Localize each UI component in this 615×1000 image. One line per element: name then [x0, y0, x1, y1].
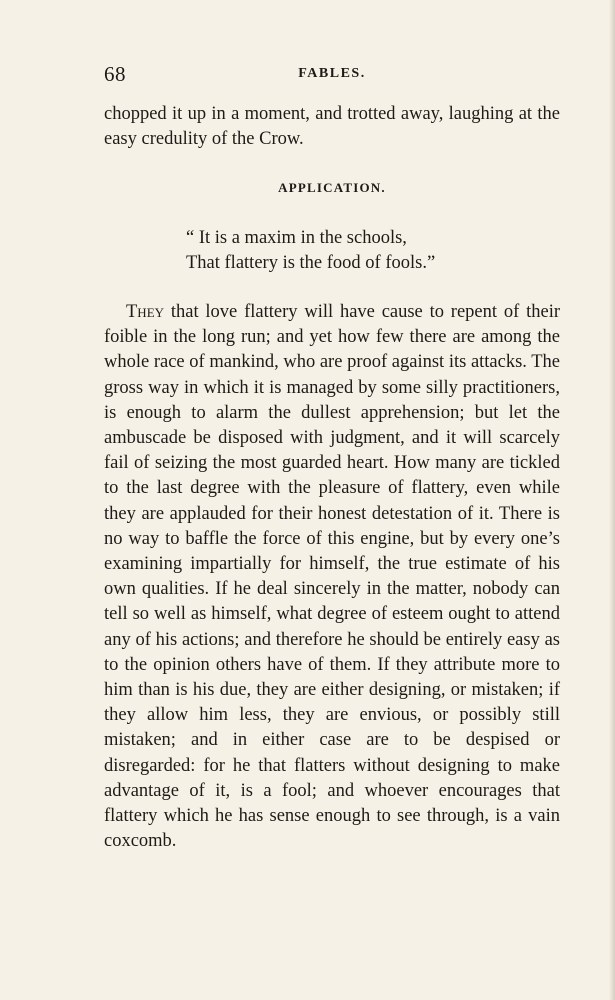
page-header: [104, 62, 560, 90]
running-head: FABLES.: [298, 66, 366, 81]
verse-line-2: That flattery is the food of fools.”: [186, 253, 436, 274]
verse-line-1: “ It is a maxim in the schools,: [186, 228, 407, 248]
section-heading: APPLICATION.: [278, 180, 386, 195]
verse-couplet: [186, 226, 435, 277]
lead-word: They: [126, 302, 165, 322]
intro-paragraph: chopped it up in a moment, and trotted away, laughing at the easy credulity of the Crow.: [104, 104, 560, 150]
page-number: 68: [104, 62, 126, 86]
application-text: that love flattery will have cause to repent of their foible in the long run; and yet how few there are among the whole race of mankind, who are proof against its attacks. The gross way in which it is managed by some silly practitioners, is enough to alarm the dullest apprehension; but let the ambuscade be disposed with judgment, and it will scarcely fail of seizing the most guarded heart. How many are tickled to the last degree with the pleasure of flattery, even while they are applauded for their honest detestation of it. There is no way to baffle the force of this engine, but by every one’s examining impartially for himself, the true estimate of his own qualities. If he deal sincerely in the matter, nobody can tell so well as himself, what degree of esteem ought to attend any of his actions; and therefore he should be entirely easy as to the opinion others have of them. If they attribute more to him than is his due, they are either designing, or mistaken; if they allow him less, they are envious, or possibly still mistaken; and in either case are to be despised or disregarded: for he that flatters without designing to make advantage of it, is a fool; and whoever encourages that flattery which he has sense enough to see through, is a vain coxcomb.: [104, 302, 560, 852]
application-paragraph: [104, 300, 560, 854]
